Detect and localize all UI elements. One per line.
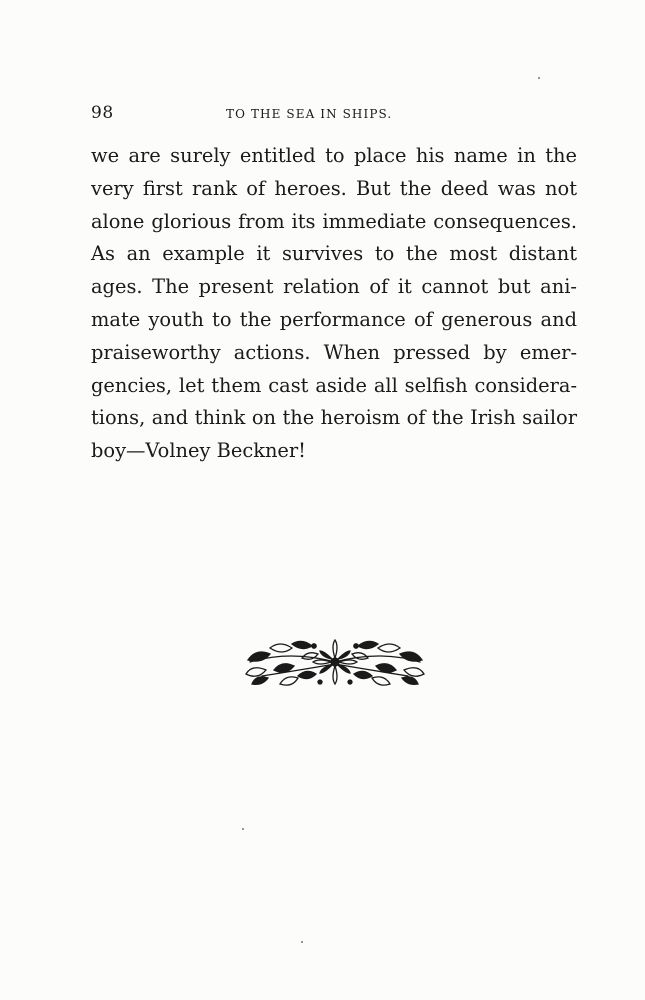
text-line: As an example it survives to the most distant: [91, 242, 577, 266]
running-title: TO THE SEA IN SHIPS.: [226, 107, 393, 121]
text-line: alone glorious from its immediate consequences.: [91, 209, 577, 233]
text-line: ages. The present relation of it cannot but ani-: [91, 275, 577, 299]
paper-speck: [242, 828, 244, 830]
floral-tailpiece-icon: [240, 632, 430, 694]
text-line: boy—Volney Beckner!: [91, 439, 306, 463]
body-text: [91, 140, 577, 468]
text-line: gencies, let them cast aside all selfish considera-: [91, 373, 577, 397]
paper-speck: [301, 941, 303, 943]
text-line: praiseworthy actions. When pressed by emer-: [91, 340, 577, 364]
text-line: we are surely entitled to place his name in the: [91, 144, 577, 167]
text-line: tions, and think on the heroism of the Irish sailor: [91, 406, 577, 430]
paper-speck: [538, 77, 540, 79]
text-line: mate youth to the performance of generous and: [91, 307, 577, 331]
text-line: very first rank of heroes. But the deed was not: [91, 176, 577, 200]
running-head: [91, 103, 577, 127]
page-number: 98: [91, 103, 114, 123]
